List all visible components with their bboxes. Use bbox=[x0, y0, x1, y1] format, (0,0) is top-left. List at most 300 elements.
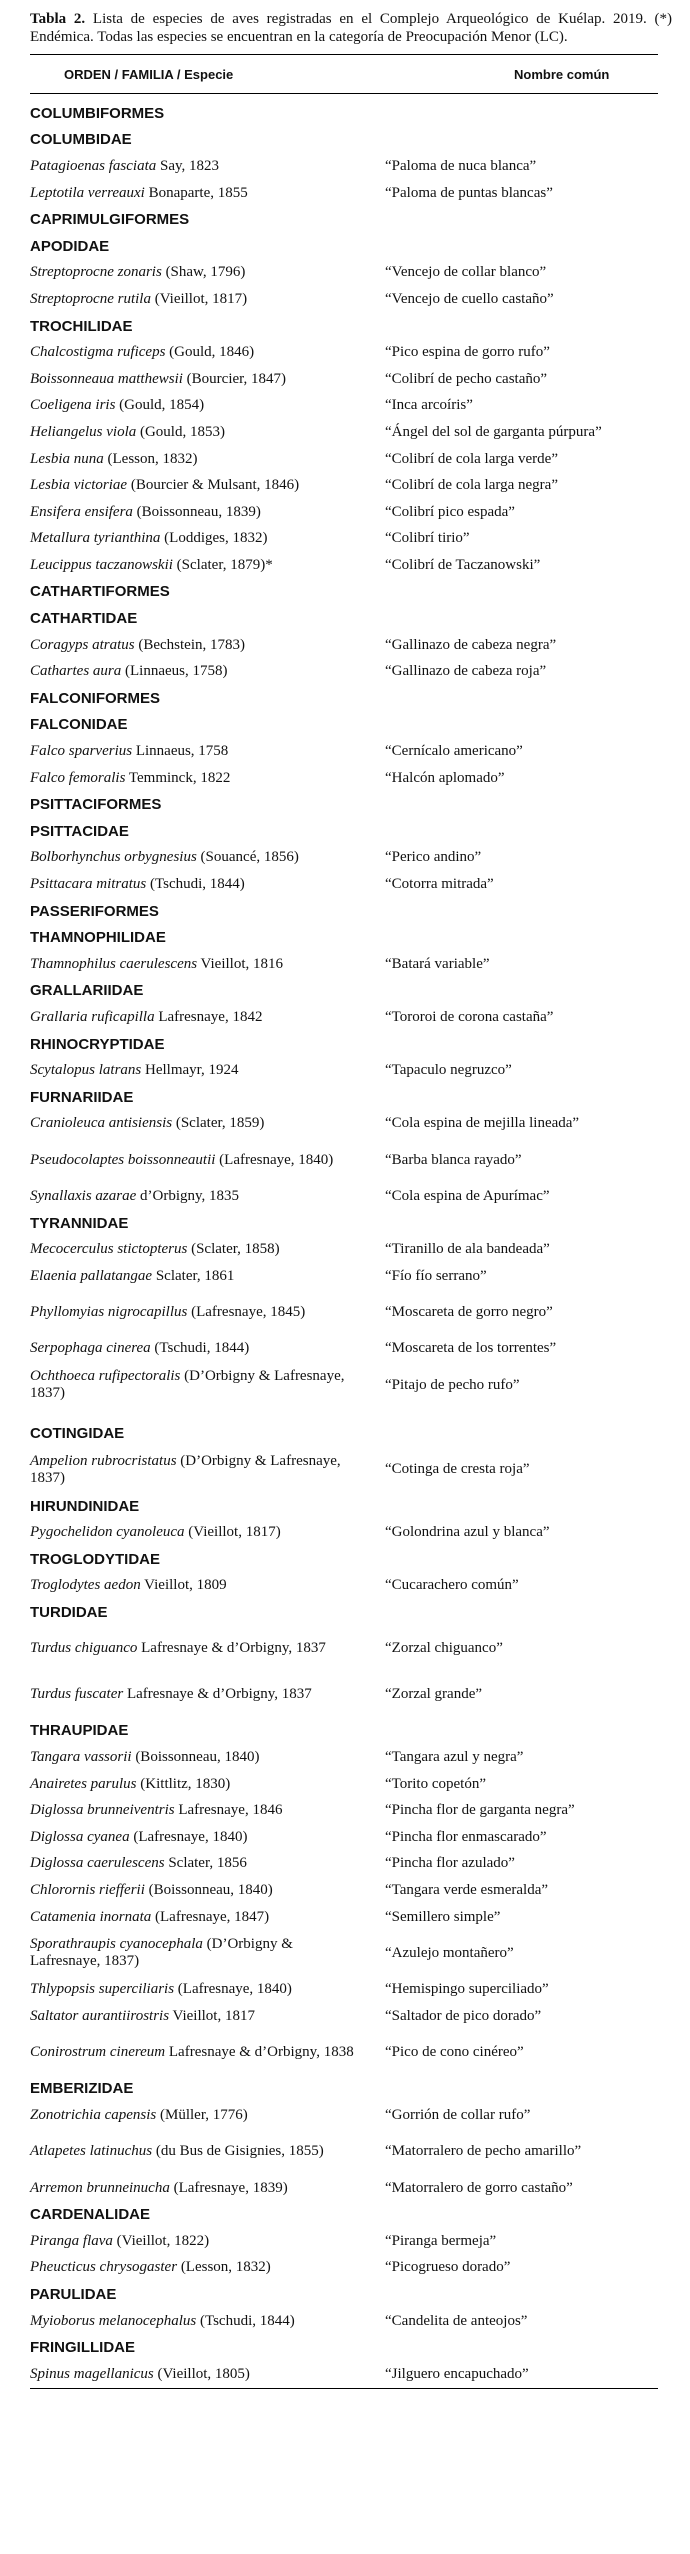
species-author: (Loddiges, 1832) bbox=[160, 530, 268, 547]
common-name: “Pincha flor azulado” bbox=[385, 1855, 515, 1872]
species-row bbox=[30, 1672, 658, 1718]
scientific-name: Conirostrum cinereum bbox=[30, 2044, 166, 2061]
scientific-name: Atlapetes latinuchus bbox=[30, 2143, 153, 2160]
common-name: “Inca arcoíris” bbox=[385, 397, 473, 414]
species-cell bbox=[30, 1802, 355, 1819]
table-header bbox=[30, 55, 660, 93]
scientific-name: Sporathraupis cyanocephala bbox=[30, 1936, 203, 1953]
species-row bbox=[30, 1057, 658, 1084]
common-name: “Fío fío serrano” bbox=[385, 1267, 487, 1284]
family-label: PARULIDAE bbox=[30, 2285, 117, 2303]
species-cell bbox=[30, 1829, 355, 1846]
scientific-name: Serpophaga cinerea bbox=[30, 1340, 151, 1357]
scientific-name: Catamenia inornata bbox=[30, 1908, 152, 1925]
species-cell bbox=[30, 2259, 355, 2276]
common-name: “Cotinga de cresta roja” bbox=[385, 1461, 530, 1478]
species-author: Lafresnaye, 1846 bbox=[174, 1802, 283, 1819]
family-label: PSITTACIDAE bbox=[30, 822, 129, 840]
scientific-name: Streptoprocne rutila bbox=[30, 290, 151, 307]
common-name: “Picogrueso dorado” bbox=[385, 2259, 511, 2276]
species-row bbox=[30, 1744, 658, 1771]
species-row bbox=[30, 1263, 658, 1290]
species-row bbox=[30, 2228, 658, 2255]
family-label: TROCHILIDAE bbox=[30, 317, 133, 335]
scientific-name: Troglodytes aedon bbox=[30, 1577, 141, 1594]
family-heading bbox=[30, 2201, 658, 2228]
family-label: THRAUPIDAE bbox=[30, 1722, 129, 1740]
order-label: PASSERIFORMES bbox=[30, 902, 159, 920]
species-author: (Lesson, 1832) bbox=[177, 2259, 271, 2276]
species-cell bbox=[30, 2107, 355, 2124]
common-name: “Zorzal chiguanco” bbox=[385, 1640, 503, 1657]
common-name: “Pincha flor enmascarado” bbox=[385, 1828, 547, 1845]
species-row bbox=[30, 658, 658, 685]
species-row bbox=[30, 1137, 658, 1183]
common-name: “Pico de cono cinéreo” bbox=[385, 2044, 524, 2061]
species-author: Lafresnaye & d’Orbigny, 1837 bbox=[123, 1686, 312, 1703]
scientific-name: Elaenia pallatangae bbox=[30, 1267, 153, 1284]
species-row bbox=[30, 2102, 658, 2129]
scientific-name: Grallaria ruficapilla bbox=[30, 1008, 155, 1025]
species-cell bbox=[30, 1686, 355, 1703]
species-author: (Lafresnaye, 1840) bbox=[174, 1981, 292, 1998]
scientific-name: Streptoprocne zonaris bbox=[30, 264, 162, 281]
family-heading bbox=[30, 2281, 658, 2308]
species-row bbox=[30, 1183, 658, 1210]
common-name: “Colibrí de Taczanowski” bbox=[385, 556, 541, 573]
species-author: (Gould, 1854) bbox=[115, 397, 205, 414]
family-label: FRINGILLIDAE bbox=[30, 2339, 135, 2357]
common-name: “Pico espina de gorro rufo” bbox=[385, 344, 550, 361]
scientific-name: Phyllomyias nigrocapillus bbox=[30, 1304, 188, 1321]
species-cell bbox=[30, 1304, 355, 1321]
common-name: “Colibrí de pecho castaño” bbox=[385, 370, 548, 387]
species-row bbox=[30, 1771, 658, 1798]
species-author: (Bourcier & Mulsant, 1846) bbox=[127, 477, 300, 494]
family-heading bbox=[30, 712, 658, 739]
family-label: TROGLODYTIDAE bbox=[30, 1550, 160, 1568]
species-cell bbox=[30, 1909, 355, 1926]
family-heading bbox=[30, 127, 658, 154]
species-author: (Boissonneau, 1840) bbox=[144, 1882, 273, 1899]
species-row bbox=[30, 951, 658, 978]
common-name: “Paloma de puntas blancas” bbox=[385, 184, 553, 201]
species-author: Hellmayr, 1924 bbox=[141, 1062, 239, 1079]
species-author: (Sclater, 1879)* bbox=[172, 556, 273, 573]
species-author: Vieillot, 1817 bbox=[169, 2007, 255, 2024]
family-heading bbox=[30, 1031, 658, 1058]
scientific-name: Ensifera ensifera bbox=[30, 503, 133, 520]
species-author: d’Orbigny, 1835 bbox=[136, 1187, 240, 1204]
scientific-name: Thlypopsis superciliaris bbox=[30, 1981, 175, 1998]
species-row bbox=[30, 552, 658, 579]
species-author: Vieillot, 1816 bbox=[197, 955, 283, 972]
species-author: (Müller, 1776) bbox=[156, 2107, 248, 2124]
species-author: (Tschudi, 1844) bbox=[150, 1340, 250, 1357]
species-row bbox=[30, 1362, 658, 1408]
scientific-name: Cranioleuca antisiensis bbox=[30, 1115, 173, 1132]
family-label: HIRUNDINIDAE bbox=[30, 1497, 140, 1515]
common-name: “Vencejo de cuello castaño” bbox=[385, 290, 554, 307]
species-cell bbox=[30, 1749, 355, 1766]
species-row bbox=[30, 419, 658, 446]
scientific-name: Synallaxis azarae bbox=[30, 1187, 137, 1204]
order-heading bbox=[30, 579, 658, 606]
species-row bbox=[30, 1797, 658, 1824]
species-row bbox=[30, 845, 658, 872]
species-cell bbox=[30, 530, 355, 547]
species-row bbox=[30, 366, 658, 393]
species-row bbox=[30, 1573, 658, 1600]
header-col-common-name: Nombre común bbox=[514, 66, 610, 82]
species-cell bbox=[30, 876, 355, 893]
species-author: (du Bus de Gisignies, 1855) bbox=[152, 2143, 324, 2160]
family-heading bbox=[30, 1210, 658, 1237]
species-author: (D’Orbigny & Lafresnaye, 1837) bbox=[30, 1368, 345, 1402]
scientific-name: Pseudocolaptes boissonneautii bbox=[30, 1151, 216, 1168]
species-cell bbox=[30, 1368, 355, 1402]
species-cell bbox=[30, 1453, 355, 1487]
common-name: “Cola espina de mejilla lineada” bbox=[385, 1115, 580, 1132]
species-author: Linnaeus, 1758 bbox=[132, 743, 229, 760]
scientific-name: Patagioenas fasciata bbox=[30, 157, 157, 174]
species-author: (Vieillot, 1817) bbox=[184, 1524, 281, 1541]
common-name: “Jilguero encapuchado” bbox=[385, 2365, 529, 2382]
common-name: “Vencejo de collar blanco” bbox=[385, 264, 547, 281]
species-cell bbox=[30, 1152, 355, 1169]
scientific-name: Turdus chiguanco bbox=[30, 1640, 138, 1657]
species-author: (Sclater, 1858) bbox=[187, 1241, 280, 1258]
order-label: CAPRIMULGIFORMES bbox=[30, 211, 190, 229]
family-heading bbox=[30, 2334, 658, 2361]
common-name: “Gorrión de collar rufo” bbox=[385, 2107, 531, 2124]
species-cell bbox=[30, 1062, 355, 1079]
species-row bbox=[30, 472, 658, 499]
order-label: CATHARTIFORMES bbox=[30, 583, 170, 601]
species-row bbox=[30, 738, 658, 765]
common-name: “Paloma de nuca blanca” bbox=[385, 157, 537, 174]
common-name: “Pitajo de pecho rufo” bbox=[385, 1376, 520, 1393]
species-cell bbox=[30, 1936, 355, 1970]
common-name: “Ángel del sol de garganta púrpura” bbox=[385, 423, 602, 440]
common-name: “Zorzal grande” bbox=[385, 1686, 483, 1703]
species-author: Temminck, 1822 bbox=[125, 769, 231, 786]
species-row bbox=[30, 1877, 658, 1904]
species-row bbox=[30, 1851, 658, 1878]
species-cell bbox=[30, 2233, 355, 2250]
species-cell bbox=[30, 1115, 355, 1132]
scientific-name: Metallura tyrianthina bbox=[30, 530, 161, 547]
family-label: COTINGIDAE bbox=[30, 1424, 125, 1442]
family-heading bbox=[30, 1084, 658, 1111]
species-row bbox=[30, 1904, 658, 1931]
species-cell bbox=[30, 291, 355, 308]
species-cell bbox=[30, 1524, 355, 1541]
header-col-species: ORDEN / FAMILIA / Especie bbox=[64, 66, 234, 82]
species-row bbox=[30, 1236, 658, 1263]
scientific-name: Bolborhynchus orbygnesius bbox=[30, 849, 197, 866]
species-cell bbox=[30, 557, 355, 574]
family-heading bbox=[30, 313, 658, 340]
scientific-name: Scytalopus latrans bbox=[30, 1062, 142, 1079]
order-heading bbox=[30, 206, 658, 233]
species-cell bbox=[30, 477, 355, 494]
scientific-name: Coragyps atratus bbox=[30, 636, 135, 653]
species-author: (Kittlitz, 1830) bbox=[136, 1775, 231, 1792]
species-row bbox=[30, 1626, 658, 1672]
species-row bbox=[30, 2129, 658, 2175]
species-author: Bonaparte, 1855 bbox=[144, 184, 248, 201]
species-author: (Bechstein, 1783) bbox=[134, 636, 245, 653]
species-cell bbox=[30, 1340, 355, 1357]
species-cell bbox=[30, 1188, 355, 1205]
scientific-name: Diglossa brunneiventris bbox=[30, 1802, 175, 1819]
family-label: CATHARTIDAE bbox=[30, 610, 138, 628]
species-row bbox=[30, 1447, 658, 1493]
species-row bbox=[30, 153, 658, 180]
scientific-name: Ochthoeca rufipectoralis bbox=[30, 1368, 181, 1385]
species-cell bbox=[30, 451, 355, 468]
species-row bbox=[30, 1976, 658, 2003]
scientific-name: Diglossa caerulescens bbox=[30, 1855, 165, 1872]
species-author: (Lafresnaye, 1840) bbox=[129, 1828, 248, 1845]
species-row bbox=[30, 1004, 658, 1031]
species-row bbox=[30, 765, 658, 792]
order-heading bbox=[30, 100, 658, 127]
species-author: (Vieillot, 1817) bbox=[150, 290, 248, 307]
common-name: “Pincha flor de garganta negra” bbox=[385, 1802, 575, 1819]
family-label: COLUMBIDAE bbox=[30, 131, 132, 149]
species-row bbox=[30, 2255, 658, 2282]
species-row bbox=[30, 1930, 658, 1976]
species-cell bbox=[30, 2008, 355, 2025]
species-author: (Souancé, 1856) bbox=[196, 849, 299, 866]
species-row bbox=[30, 1111, 658, 1138]
species-cell bbox=[30, 956, 355, 973]
family-label: EMBERIZIDAE bbox=[30, 2080, 134, 2098]
species-cell bbox=[30, 158, 355, 175]
species-row bbox=[30, 2030, 658, 2076]
common-name: “Azulejo montañero” bbox=[385, 1944, 514, 1961]
scientific-name: Lesbia victoriae bbox=[30, 477, 128, 494]
common-name: “Cucarachero común” bbox=[385, 1577, 519, 1594]
species-author: Vieillot, 1809 bbox=[140, 1577, 227, 1594]
species-cell bbox=[30, 2143, 355, 2160]
family-heading bbox=[30, 924, 658, 951]
scientific-name: Zonotrichia capensis bbox=[30, 2107, 157, 2124]
species-author: (Gould, 1846) bbox=[165, 344, 255, 361]
species-row bbox=[30, 871, 658, 898]
species-cell bbox=[30, 2180, 355, 2197]
common-name: “Candelita de anteojos” bbox=[385, 2312, 528, 2329]
scientific-name: Spinus magellanicus bbox=[30, 2365, 154, 2382]
scientific-name: Turdus fuscater bbox=[30, 1686, 124, 1703]
common-name: “Gallinazo de cabeza negra” bbox=[385, 636, 557, 653]
species-author: (Lafresnaye, 1840) bbox=[215, 1151, 334, 1168]
species-cell bbox=[30, 1577, 355, 1594]
species-cell bbox=[30, 1640, 355, 1657]
family-heading bbox=[30, 605, 658, 632]
species-row bbox=[30, 1824, 658, 1851]
scientific-name: Lesbia nuna bbox=[30, 450, 104, 467]
species-row bbox=[30, 1290, 658, 1336]
order-heading bbox=[30, 898, 658, 925]
species-cell bbox=[30, 344, 355, 361]
species-row bbox=[30, 526, 658, 553]
species-author: (Vieillot, 1805) bbox=[153, 2365, 250, 2382]
common-name: “Tapaculo negruzco” bbox=[385, 1062, 512, 1079]
species-cell bbox=[30, 371, 355, 388]
species-cell bbox=[30, 504, 355, 521]
scientific-name: Chalcostigma ruficeps bbox=[30, 344, 166, 361]
family-label: FALCONIDAE bbox=[30, 716, 128, 734]
species-cell bbox=[30, 770, 355, 787]
common-name: “Semillero simple” bbox=[385, 1908, 501, 1925]
family-label: THAMNOPHILIDAE bbox=[30, 929, 166, 947]
scientific-name: Arremon brunneinucha bbox=[30, 2179, 170, 2196]
family-heading bbox=[30, 1599, 658, 1626]
scientific-name: Falco femoralis bbox=[30, 769, 126, 786]
common-name: “Torito copetón” bbox=[385, 1775, 486, 1792]
family-heading bbox=[30, 233, 658, 260]
family-label: RHINOCRYPTIDAE bbox=[30, 1035, 165, 1053]
scientific-name: Psittacara mitratus bbox=[30, 876, 147, 893]
scientific-name: Pheucticus chrysogaster bbox=[30, 2259, 178, 2276]
common-name: “Saltador de pico dorado” bbox=[385, 2007, 542, 2024]
species-cell bbox=[30, 1009, 355, 1026]
species-cell bbox=[30, 1268, 355, 1285]
caption-label: Tabla 2. bbox=[30, 11, 86, 27]
species-row bbox=[30, 339, 658, 366]
scientific-name: Tangara vassorii bbox=[30, 1749, 132, 1766]
common-name: “Colibrí tirio” bbox=[385, 530, 470, 547]
species-cell bbox=[30, 2044, 355, 2061]
species-author: Lafresnaye, 1842 bbox=[154, 1008, 263, 1025]
species-row bbox=[30, 286, 658, 313]
order-label: COLUMBIFORMES bbox=[30, 104, 165, 122]
species-row bbox=[30, 393, 658, 420]
common-name: “Barba blanca rayado” bbox=[385, 1151, 522, 1168]
table-body bbox=[30, 94, 658, 2388]
common-name: “Colibrí de cola larga negra” bbox=[385, 477, 558, 494]
species-author: (Lafresnaye, 1839) bbox=[169, 2179, 288, 2196]
species-cell bbox=[30, 2313, 355, 2330]
family-heading bbox=[30, 1546, 658, 1573]
common-name: “Colibrí de cola larga verde” bbox=[385, 450, 558, 467]
species-author: (Bourcier, 1847) bbox=[182, 370, 287, 387]
species-author: (Sclater, 1859) bbox=[172, 1115, 265, 1132]
species-cell bbox=[30, 264, 355, 281]
common-name: “Piranga bermeja” bbox=[385, 2232, 497, 2249]
common-name: “Gallinazo de cabeza roja” bbox=[385, 663, 547, 680]
family-heading bbox=[30, 2076, 658, 2103]
species-author: Say, 1823 bbox=[156, 157, 220, 174]
common-name: “Cernícalo americano” bbox=[385, 743, 523, 760]
species-author: Sclater, 1861 bbox=[152, 1267, 235, 1284]
order-label: PSITTACIFORMES bbox=[30, 796, 162, 814]
order-label: FALCONIFORMES bbox=[30, 689, 160, 707]
scientific-name: Pygochelidon cyanoleuca bbox=[30, 1524, 185, 1541]
family-heading bbox=[30, 1493, 658, 1520]
common-name: “Batará variable” bbox=[385, 955, 490, 972]
species-author: (Boissonneau, 1839) bbox=[132, 503, 261, 520]
family-label: TYRANNIDAE bbox=[30, 1214, 129, 1232]
family-heading bbox=[30, 1420, 658, 1447]
common-name: “Hemispingo superciliado” bbox=[385, 1981, 549, 1998]
family-label: CARDENALIDAE bbox=[30, 2206, 150, 2224]
species-row bbox=[30, 1519, 658, 1546]
species-author: (Lafresnaye, 1845) bbox=[187, 1304, 306, 1321]
scientific-name: Anairetes parulus bbox=[30, 1775, 137, 1792]
common-name: “Halcón aplomado” bbox=[385, 769, 505, 786]
species-cell bbox=[30, 1855, 355, 1872]
species-row bbox=[30, 260, 658, 287]
family-heading bbox=[30, 1718, 658, 1745]
species-cell bbox=[30, 424, 355, 441]
scientific-name: Cathartes aura bbox=[30, 663, 122, 680]
species-author: (Lafresnaye, 1847) bbox=[151, 1908, 270, 1925]
species-row bbox=[30, 632, 658, 659]
common-name: “Tiranillo de ala bandeada” bbox=[385, 1241, 550, 1258]
scientific-name: Diglossa cyanea bbox=[30, 1828, 130, 1845]
common-name: “Tangara verde esmeralda” bbox=[385, 1882, 549, 1899]
species-row bbox=[30, 446, 658, 473]
species-row bbox=[30, 2308, 658, 2335]
scientific-name: Boissonneaua matthewsii bbox=[30, 370, 183, 387]
scientific-name: Piranga flava bbox=[30, 2232, 113, 2249]
table-caption bbox=[30, 10, 672, 46]
species-cell bbox=[30, 849, 355, 866]
species-cell bbox=[30, 663, 355, 680]
species-row bbox=[30, 2175, 658, 2202]
scientific-name: Myioborus melanocephalus bbox=[30, 2312, 197, 2329]
scientific-name: Saltator aurantiirostris bbox=[30, 2007, 170, 2024]
scientific-name: Leptotila verreauxi bbox=[30, 184, 145, 201]
scientific-name: Heliangelus viola bbox=[30, 423, 137, 440]
scientific-name: Ampelion rubrocristatus bbox=[30, 1452, 177, 1469]
scientific-name: Chlorornis riefferii bbox=[30, 1882, 145, 1899]
species-cell bbox=[30, 1981, 355, 1998]
family-heading bbox=[30, 978, 658, 1005]
species-cell bbox=[30, 2366, 355, 2383]
scientific-name: Thamnophilus caerulescens bbox=[30, 955, 198, 972]
species-author: (Shaw, 1796) bbox=[161, 264, 246, 281]
species-row bbox=[30, 2361, 658, 2388]
species-author: (D’Orbigny & Lafresnaye, 1837) bbox=[30, 1452, 341, 1486]
common-name: “Colibrí pico espada” bbox=[385, 503, 515, 520]
species-cell bbox=[30, 185, 355, 202]
page bbox=[0, 10, 690, 2554]
common-name: “Golondrina azul y blanca” bbox=[385, 1524, 550, 1541]
species-row bbox=[30, 1336, 658, 1363]
species-cell bbox=[30, 1241, 355, 1258]
family-heading bbox=[30, 818, 658, 845]
common-name: “Perico andino” bbox=[385, 849, 482, 866]
scientific-name: Falco sparverius bbox=[30, 743, 133, 760]
family-label: APODIDAE bbox=[30, 237, 110, 255]
common-name: “Cola espina de Apurímac” bbox=[385, 1187, 550, 1204]
common-name: “Matorralero de gorro castaño” bbox=[385, 2179, 573, 2196]
species-author: (Linnaeus, 1758) bbox=[121, 663, 228, 680]
caption-text: Lista de especies de aves registradas en el Complejo Arqueológico de Kuélap. 2019. (*) Endémica. Todas las especies se encuentran en la categoría de Preocupación Menor (LC). bbox=[30, 11, 673, 45]
species-author: (Vieillot, 1822) bbox=[112, 2232, 210, 2249]
family-label: GRALLARIIDAE bbox=[30, 982, 144, 1000]
common-name: “Matorralero de pecho amarillo” bbox=[385, 2143, 582, 2160]
species-author: Sclater, 1856 bbox=[164, 1855, 247, 1872]
species-author: (Lesson, 1832) bbox=[103, 450, 198, 467]
family-label: FURNARIIDAE bbox=[30, 1088, 134, 1106]
species-cell bbox=[30, 637, 355, 654]
